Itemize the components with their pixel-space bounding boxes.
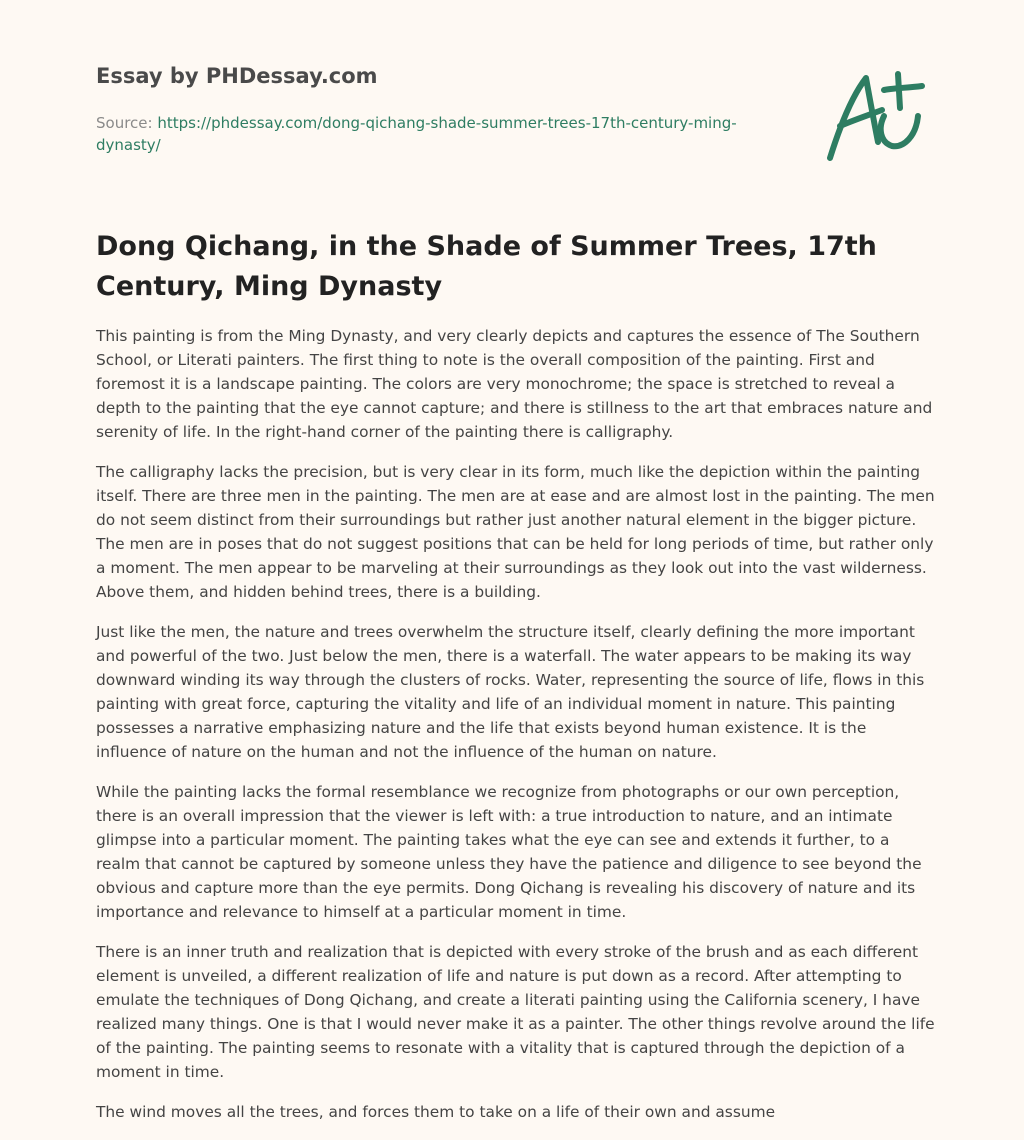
- paragraph: While the painting lacks the formal resemblance we recognize from photographs or our own perception, there is an overall impression that the viewer is left with: a true introduction to nature, and an intimate glimpse into a particular moment. The painting takes what the eye can see and extends it further, to a realm that cannot be captured by someone unless they have the patience and diligence to see beyond the obvious and capture more than the eye permits. Dong Qichang is revealing his discovery of nature and its importance and relevance to himself at a particular moment in time.: [96, 783, 922, 921]
- site-title: Essay by PHDessay.com: [96, 64, 378, 88]
- essay-body: [96, 324, 936, 1140]
- paragraph: The calligraphy lacks the precision, but is very clear in its form, much like the depiction within the painting itself. There are three men in the painting. The men are at ease and are almost lost in the painting. The men do not seem distinct from their surroundings but rather just another natural element in the bigger picture. The men are in poses that do not suggest positions that can be held for long periods of time, but rather only a moment. The men appear to be marveling at their surroundings as they look out into the vast wilderness. Above them, and hidden behind trees, there is a building.: [96, 463, 935, 601]
- paragraph: There is an inner truth and realization that is depicted with every stroke of the brush and as each different element is unveiled, a different realization of life and nature is put down as a record. After attempting to emulate the techniques of Dong Qichang, and create a literati painting using the California scenery, I have realized many things. One is that I would never make it as a painter. The other things revolve around the life of the painting. The painting seems to resonate with a vitality that is captured through the depiction of a moment in time.: [96, 943, 935, 1081]
- a-plus-icon: [818, 66, 930, 166]
- paragraph: Just like the men, the nature and trees overwhelm the structure itself, clearly defining the more important and powerful of the two. Just below the men, there is a waterfall. The water appears to be making its way downward winding its way through the clusters of rocks. Water, representing the source of life, flows in this painting with great force, capturing the vitality and life of an individual moment in nature. This painting possesses a narrative emphasizing nature and the life that exists beyond human existence. It is the influence of nature on the human and not the influence of the human on nature.: [96, 623, 925, 761]
- source-link[interactable]: https://phdessay.com/dong-qichang-shade-summer-trees-17th-century-ming-dynasty/: [96, 114, 737, 154]
- source-line: [96, 112, 756, 156]
- source-label: Source:: [96, 114, 158, 132]
- essay-title: Dong Qichang, in the Shade of Summer Trees, 17th Century, Ming Dynasty: [96, 231, 877, 302]
- paragraph: The wind moves all the trees, and forces them to take on a life of their own and assume: [96, 1103, 776, 1121]
- paragraph: This painting is from the Ming Dynasty, and very clearly depicts and captures the essence of The Southern School, or Literati painters. The first thing to note is the overall composition of the painting. First and foremost it is a landscape painting. The colors are very monochrome; the space is stretched to reveal a depth to the painting that the eye cannot capture; and there is stillness to the art that embraces nature and serenity of life. In the right-hand corner of the painting there is calligraphy.: [96, 327, 933, 441]
